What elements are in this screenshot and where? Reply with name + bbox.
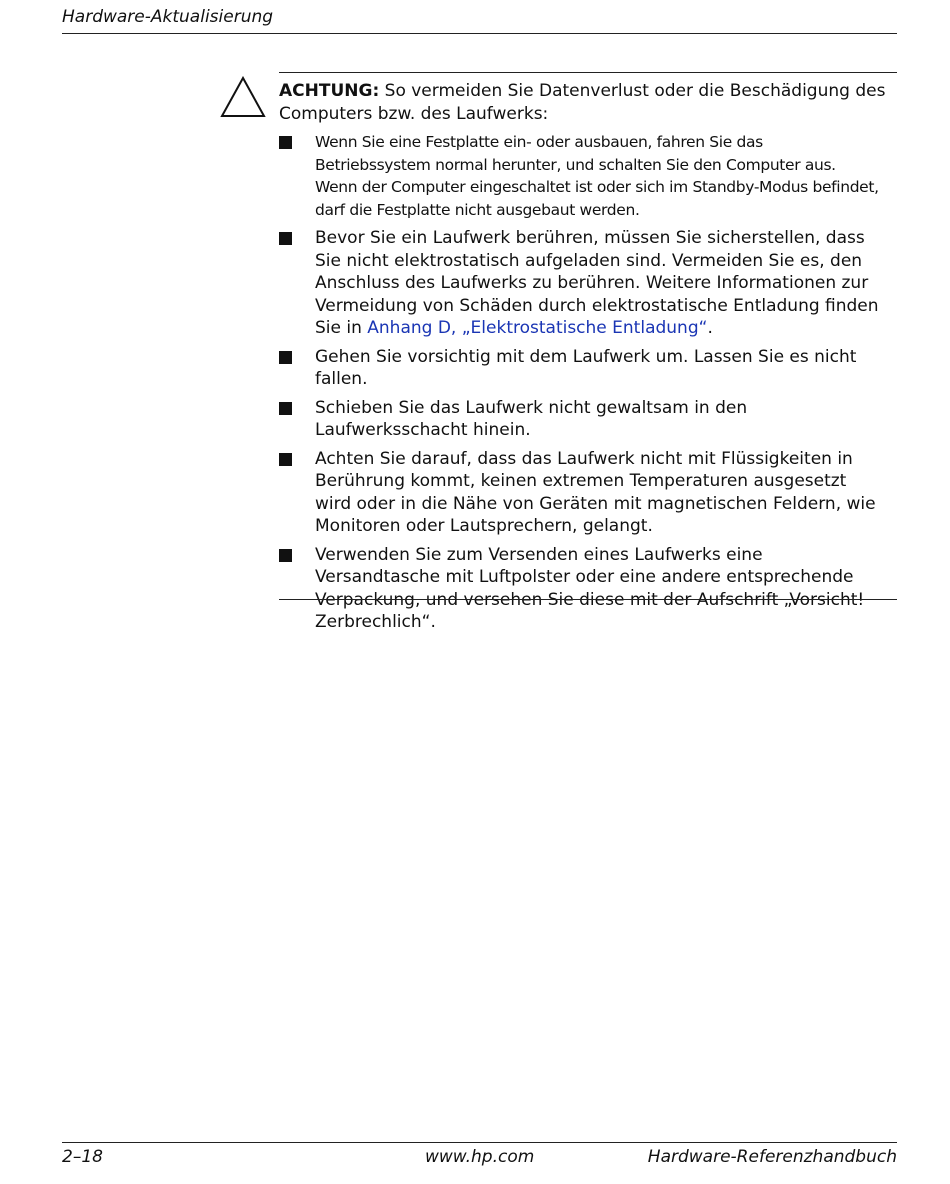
bullet-square-icon xyxy=(279,136,292,149)
bullet-square-icon xyxy=(279,232,292,245)
caution-list xyxy=(279,131,879,640)
bullet-square-icon xyxy=(279,549,292,562)
caution-item xyxy=(279,544,879,634)
running-header: Hardware-Aktualisierung xyxy=(62,7,274,27)
caution-item xyxy=(279,448,879,538)
caution-bottom-rule xyxy=(279,599,897,600)
caution-item xyxy=(279,227,879,340)
caution-intro xyxy=(279,80,889,125)
caution-item-text: Achten Sie darauf, dass das Laufwerk nicht mit Flüssigkeiten in Berührung kommt, keinen extremen Temperaturen ausgesetzt wird oder in die Nähe von Geräten mit magnetischen Feldern, wie Monitoren oder Lautsprechern, gelangt. xyxy=(315,448,876,536)
caution-item-text: Gehen Sie vorsichtig mit dem Laufwerk um. Lassen Sie es nicht fallen. xyxy=(315,346,857,389)
caution-item-text: Wenn Sie eine Festplatte ein- oder ausbauen, fahren Sie das Betriebssystem normal herunter, und schalten Sie den Computer aus. Wenn der Computer eingeschaltet ist oder sich im Standby-Modus befindet, darf die Festplatte nicht ausgebaut werden. xyxy=(315,133,879,219)
appendix-d-link[interactable]: Anhang D, „Elektrostatische Entladung“ xyxy=(367,318,708,338)
bullet-square-icon xyxy=(279,351,292,364)
header-rule xyxy=(62,33,897,34)
footer-rule xyxy=(62,1142,897,1143)
bullet-square-icon xyxy=(279,453,292,466)
caution-top-rule xyxy=(279,72,897,73)
caution-intro-text: So vermeiden Sie Datenverlust oder die Beschädigung des Computers bzw. des Laufwerks: xyxy=(279,81,886,124)
page-number: 2–18 xyxy=(62,1147,103,1167)
bullet-square-icon xyxy=(279,402,292,415)
footer-url: www.hp.com xyxy=(425,1147,535,1167)
warning-triangle-icon xyxy=(220,76,266,118)
footer-manual-title: Hardware-Referenzhandbuch xyxy=(647,1147,897,1167)
caution-item xyxy=(279,131,879,221)
caution-item-text: Verwenden Sie zum Versenden eines Laufwerks eine Versandtasche mit Luftpolster oder eine andere entsprechende Verpackung, und versehen Sie diese mit der Aufschrift „Vorsicht! Zerbrechlich“. xyxy=(315,544,865,632)
caution-label: ACHTUNG: xyxy=(279,81,380,101)
caution-item-text: Bevor Sie ein Laufwerk berühren, müssen Sie sicherstellen, dass Sie nicht elektrostatisch aufgeladen sind. Vermeiden Sie es, den Anschluss des Laufwerks zu berühren. Weitere Informationen zur Vermeidung von Schäden durch elektrostatische Entladung finden Sie in xyxy=(315,228,879,338)
caution-item-text: Schieben Sie das Laufwerk nicht gewaltsam in den Laufwerksschacht hinein. xyxy=(315,397,748,440)
caution-item-text-end: . xyxy=(707,318,713,338)
caution-item xyxy=(279,397,879,442)
caution-item xyxy=(279,346,879,391)
